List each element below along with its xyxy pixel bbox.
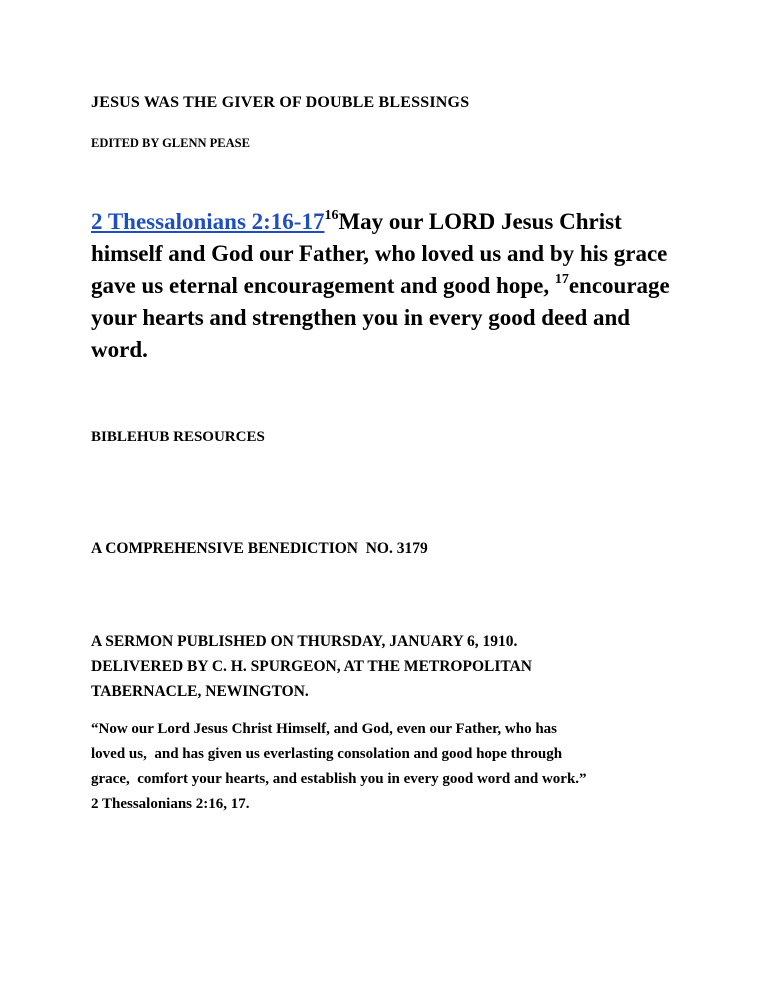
- publication-line: DELIVERED BY C. H. SPURGEON, AT THE METROPOLITAN: [91, 658, 532, 675]
- verse-number-17: 17: [554, 272, 569, 287]
- verse-17-text: encourage your hearts and strengthen you in every good deed and word.: [91, 273, 670, 362]
- document-title: JESUS WAS THE GIVER OF DOUBLE BLESSINGS: [91, 94, 470, 111]
- section-heading-resources: BIBLEHUB RESOURCES: [91, 429, 265, 445]
- scripture-reference-link[interactable]: 2 Thessalonians 2:16-17: [91, 209, 325, 234]
- sermon-title: A COMPREHENSIVE BENEDICTION NO. 3179: [91, 540, 428, 557]
- publication-line: TABERNACLE, NEWINGTON.: [91, 683, 309, 700]
- scripture-passage: [91, 206, 691, 366]
- scripture-quote: [91, 717, 711, 817]
- verse-number-16: 16: [324, 208, 339, 223]
- publication-line: A SERMON PUBLISHED ON THURSDAY, JANUARY 6, 1910.: [91, 633, 518, 650]
- sermon-publication-info: [91, 629, 701, 704]
- quote-line: “Now our Lord Jesus Christ Himself, and God, even our Father, who has: [91, 721, 558, 737]
- quote-line: loved us, and has given us everlasting consolation and good hope through: [91, 746, 563, 762]
- verse-16-text: May our LORD Jesus Christ himself and God our Father, who loved us and by his grace gave us eternal encouragement and good hope,: [91, 209, 668, 298]
- quote-line: grace, comfort your hearts, and establish you in every good word and work.”: [91, 771, 587, 787]
- editor-credit: EDITED BY GLENN PEASE: [91, 136, 250, 150]
- quote-reference: 2 Thessalonians 2:16, 17.: [91, 796, 250, 812]
